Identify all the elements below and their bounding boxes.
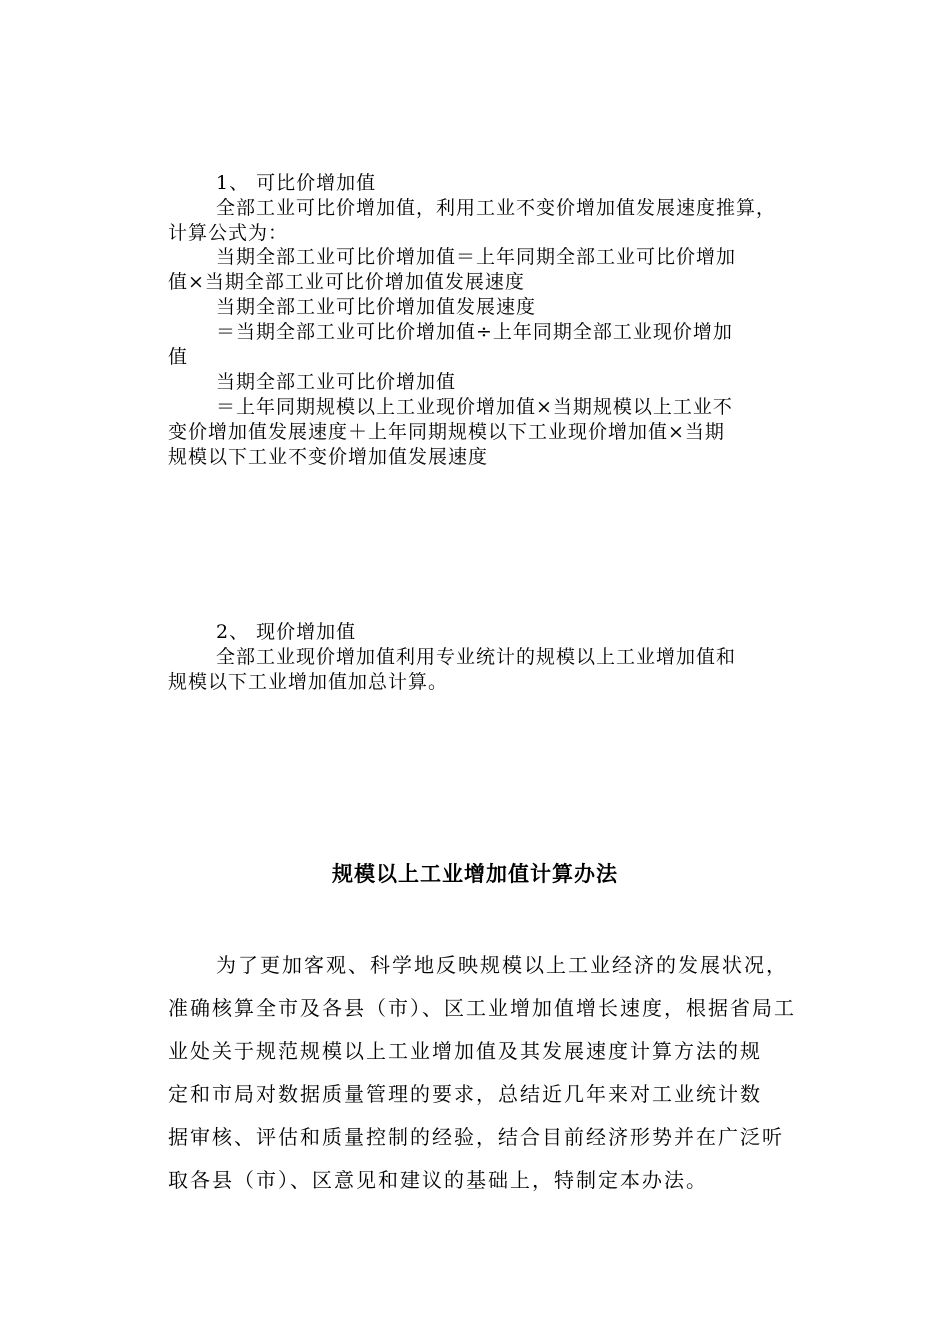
paragraph-line: 据审核、评估和质量控制的经验，结合目前经济形势并在广泛听 xyxy=(168,1125,784,1149)
paragraph-line: 全部工业可比价增加值，利用工业不变价增加值发展速度推算， xyxy=(216,197,777,219)
section-1-heading: 1、 可比价增加值 xyxy=(216,172,377,194)
paragraph-line: 为了更加客观、科学地反映规模以上工业经济的发展状况， xyxy=(216,953,788,977)
formula-line: 值×当期全部工业可比价增加值发展速度 xyxy=(168,271,525,293)
paragraph-line: 定和市局对数据质量管理的要求，总结近几年来对工业统计数 xyxy=(168,1082,762,1106)
paragraph-line: 计算公式为： xyxy=(168,222,289,244)
paragraph-line: 取各县（市）、区意见和建议的基础上，特制定本办法。 xyxy=(168,1168,708,1192)
paragraph-line: 准确核算全市及各县（市）、区工业增加值增长速度，根据省局工 xyxy=(168,996,796,1020)
formula-line: 变价增加值发展速度＋上年同期规模以下工业现价增加值×当期 xyxy=(168,421,725,443)
formula-line: ＝上年同期规模以上工业现价增加值×当期规模以上工业不 xyxy=(216,396,733,418)
formula-line: 当期全部工业可比价增加值 xyxy=(216,371,457,393)
formula-line: ＝当期全部工业可比价增加值÷上年同期全部工业现价增加 xyxy=(216,321,733,343)
formula-line: 当期全部工业可比价增加值＝上年同期全部工业可比价增加 xyxy=(216,246,737,268)
document-title: 规模以上工业增加值计算办法 xyxy=(332,861,618,886)
formula-line: 规模以下工业不变价增加值发展速度 xyxy=(168,446,489,468)
formula-line: 当期全部工业可比价增加值发展速度 xyxy=(216,296,537,318)
paragraph-line: 业处关于规范规模以上工业增加值及其发展速度计算方法的规 xyxy=(168,1039,762,1063)
section-2-heading: 2、 现价增加值 xyxy=(216,621,357,643)
formula-line: 值 xyxy=(168,346,189,368)
paragraph-line: 全部工业现价增加值利用专业统计的规模以上工业增加值和 xyxy=(216,646,737,668)
paragraph-line: 规模以下工业增加值加总计算。 xyxy=(168,671,449,693)
